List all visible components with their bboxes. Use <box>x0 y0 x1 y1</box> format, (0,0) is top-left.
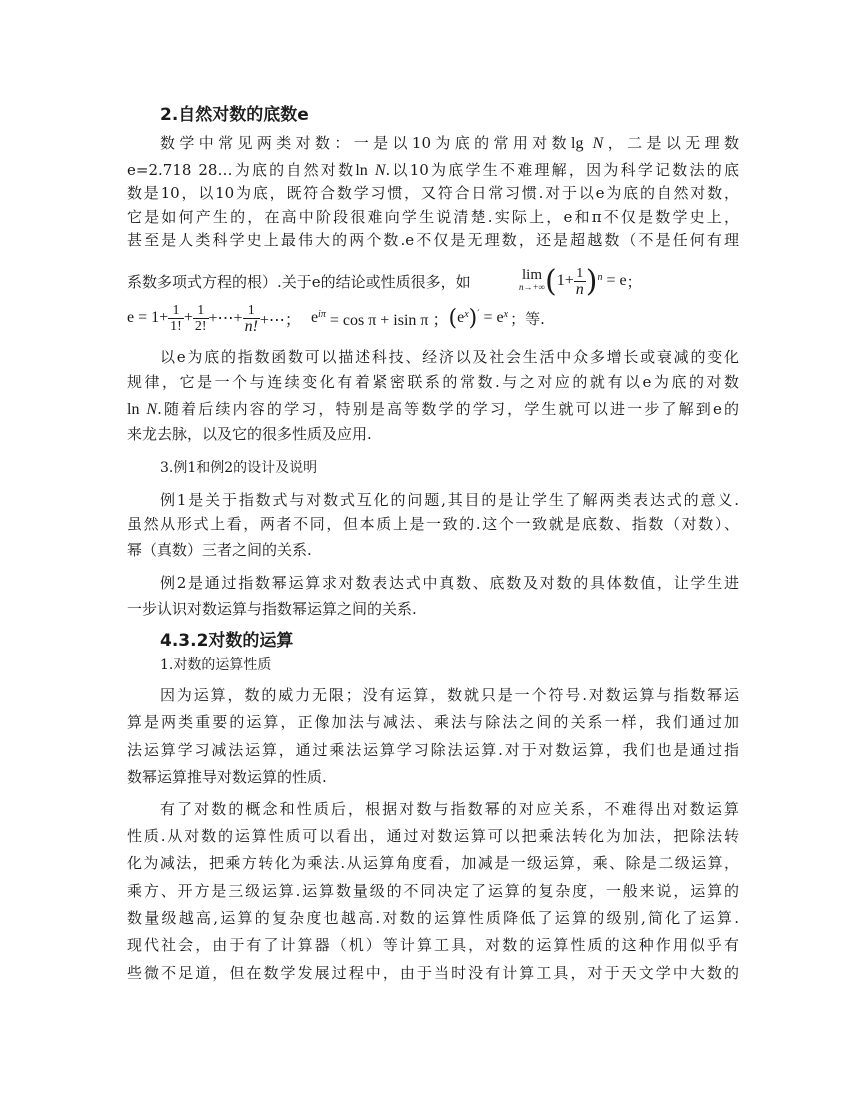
paragraph-line: 幂（真数）三者之间的关系. <box>127 541 312 559</box>
paragraph-line: ln N.随着后续内容的学习，特别是高等数学的学习，学生就可以进一步了解到e的 <box>127 400 739 418</box>
paragraph-line: 因为运算，数的威力无限；没有运算，数就只是一个符号.对数运算与指数幂运 <box>160 686 739 704</box>
paragraph-line: 甚至是人类科学史上最伟大的两个数.e不仅是无理数，还是超越数（不是任何有理 <box>127 231 739 249</box>
paragraph-line: 数幂运算推导对数运算的性质. <box>127 768 327 786</box>
subheading-3: 3.例1和例2的设计及说明 <box>160 460 318 476</box>
paragraph-line: 数是10，以10为底，既符合数学习惯，又符合日常习惯.对于以e为底的自然对数， <box>127 184 739 202</box>
limit-formula-line: 系数多项式方程的根）.关于e的结论或性质很多，如 lim n→+∞ ( 1+ $\frac{1}{n}$ ) n = e ； <box>127 261 739 301</box>
paragraph-line: 些微不足道，但在数学发展过程中，由于当时没有计算工具，对于天文学中大数的 <box>127 964 739 982</box>
paragraph-line: 例2是通过指数幂运算求对数表达式中真数、底数及对数的具体数值，让学生进 <box>160 574 739 592</box>
paragraph-line: 法运算学习减法运算，通过乘法运算学习除法运算.对于对数运算，我们也是通过指 <box>127 741 739 759</box>
paragraph-line: 一步认识对数运算与指数幂运算之间的关系. <box>127 600 417 618</box>
paragraph-line: 有了对数的概念和性质后，根据对数与指数幂的对应关系，不难得出对数运算 <box>160 800 739 818</box>
paragraph-line: 性质.从对数的运算性质可以看出，通过对数运算可以把乘法转化为加法，把除法转 <box>127 827 739 845</box>
paragraph-line: 乘方、开方是三级运算.运算数量级的不同决定了运算的复杂度，一般来说，运算的 <box>127 882 739 900</box>
paragraph-line: 数量级越高,运算的复杂度也越高.对数的运算性质降低了运算的级别,简化了运算. <box>127 909 739 927</box>
paragraph-line: 以e为底的指数函数可以描述科技、经济以及社会生活中众多增长或衰减的变化 <box>160 348 739 366</box>
limit-expression: lim n→+∞ ( 1+ $\frac{1}{n}$ ) n = e ； <box>519 263 642 299</box>
paragraph-line: 现代社会，由于有了计算器（机）等计算工具，对数的运算性质的这种作用似乎有 <box>127 936 739 954</box>
paragraph-line: 它是如何产生的，在高中阶段很难向学生说清楚.实际上，e和π不仅是数学史上， <box>127 208 739 226</box>
section-heading-e: 2.自然对数的底数e <box>160 105 309 125</box>
paragraph-line: 数学中常见两类对数：一是以10为底的常用对数lg N，二是以无理数 <box>160 134 739 152</box>
paragraph-line: 例1是关于指数式与对数式互化的问题,其目的是让学生了解两类表达式的意义. <box>160 491 739 509</box>
paragraph-line: 算是两类重要的运算，正像加法与减法、乘法与除法之间的关系一样，我们通过加 <box>127 713 739 731</box>
paragraph-line: 虽然从形式上看，两者不同，但本质上是一致的.这个一致就是底数、指数（对数）、 <box>127 515 739 533</box>
subheading-1: 1.对数的运算性质 <box>160 657 272 673</box>
paragraph-line: 规律，它是一个与连续变化有着紧密联系的常数.与之对应的就有以e为底的对数 <box>127 373 739 391</box>
paragraph-line: e=2.718 28…为底的自然对数ln N.以10为底学生不难理解，因为科学记数法的底 <box>127 161 739 179</box>
section-heading-432: 4.3.2对数的运算 <box>160 631 294 651</box>
series-formula-line: e = 1+ $\frac{1}{1!}$ + $\frac{1}{2!}$ +⋯+ $\frac{1}{n!}$ +⋯； e iπ = cos π + isin π ； ( e x ) ′ = e x ；等. <box>127 302 545 335</box>
paragraph-line: 化为减法，把乘方转化为乘法.从运算角度看，加减是一级运算，乘、除是二级运算， <box>127 854 739 872</box>
paragraph-line: 来龙去脉，以及它的很多性质及应用. <box>127 425 372 443</box>
